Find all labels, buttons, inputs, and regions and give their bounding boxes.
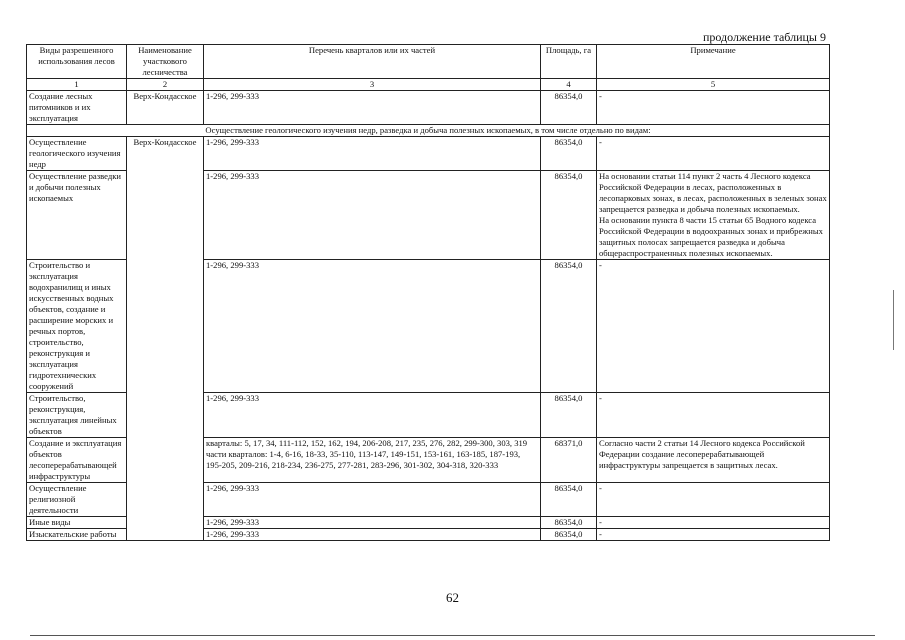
area-cell: 86354,0 bbox=[541, 517, 597, 529]
kind-cell: Осуществление разведки и добычи полезных ископаемых bbox=[27, 171, 127, 260]
quarters-cell: 1-296, 299-333 bbox=[204, 393, 541, 438]
note-cell: - bbox=[597, 260, 830, 393]
scan-edge-mark bbox=[893, 290, 894, 350]
column-number-row bbox=[27, 79, 830, 91]
note-cell: - bbox=[597, 483, 830, 517]
quarters-cell: 1-296, 299-333 bbox=[204, 137, 541, 171]
header-area: Площадь, га bbox=[541, 45, 597, 79]
quarters-line: кварталы: 5, 17, 34, 111-112, 152, 162, 194, 206-208, 217, 235, 276, 282, 299-300, 303, 319 bbox=[206, 438, 528, 448]
col-number-2: 2 bbox=[127, 79, 204, 91]
header-kind: Виды разрешенного использования лесов bbox=[27, 45, 127, 79]
quarters-cell: 1-296, 299-333 bbox=[204, 260, 541, 393]
kind-cell: Осуществление геологического изучения недр bbox=[27, 137, 127, 171]
kind-cell: Строительство и эксплуатация водохранилищ и иных искусственных водных объектов, создание и расширение морских и речных портов, строительство, реконструкция и эксплуатация гидротехнических сооружений bbox=[27, 260, 127, 393]
note-paragraph: На основании статьи 114 пункт 2 часть 4 Лесного кодекса Российской Федерации в лесах, расположенных в лесопарковых зонах, в лесах, расположенных в зеленых зонах запрещается разведка и добыча полезных ископаемых. bbox=[599, 171, 827, 214]
page-number: 62 bbox=[446, 590, 459, 605]
area-cell: 86354,0 bbox=[541, 529, 597, 541]
area-cell: 86354,0 bbox=[541, 91, 597, 125]
note-paragraph: На основании пункта 8 части 15 статьи 65 Водного кодекса Российской Федерации в водоохранных зонах и прибрежных защитных полосах запрещается разведка и добыча общераспространенных полезных ископаемых. bbox=[599, 215, 823, 258]
header-note: Примечание bbox=[597, 45, 830, 79]
quarters-cell: 1-296, 299-333 bbox=[204, 529, 541, 541]
note-cell: - bbox=[597, 91, 830, 125]
quarters-cell: 1-296, 299-333 bbox=[204, 171, 541, 260]
area-cell: 86354,0 bbox=[541, 171, 597, 260]
kind-cell: Иные виды bbox=[27, 517, 127, 529]
forestry-cell: Верх-Кондасское bbox=[127, 91, 204, 125]
table-caption: продолжение таблицы 9 bbox=[702, 30, 826, 44]
kind-cell: Создание лесных питомников и их эксплуатация bbox=[27, 91, 127, 125]
quarters-cell: 1-296, 299-333 bbox=[204, 517, 541, 529]
kind-cell: Изыскательские работы bbox=[27, 529, 127, 541]
note-cell: - bbox=[597, 529, 830, 541]
note-cell: - bbox=[597, 393, 830, 438]
area-cell: 86354,0 bbox=[541, 260, 597, 393]
kind-cell: Осуществление религиозной деятельности bbox=[27, 483, 127, 517]
forestry-cell: Верх-Кондасское bbox=[127, 137, 204, 541]
col-number-4: 4 bbox=[541, 79, 597, 91]
area-cell: 86354,0 bbox=[541, 137, 597, 171]
col-number-5: 5 bbox=[597, 79, 830, 91]
area-cell: 68371,0 bbox=[541, 438, 597, 483]
area-cell: 86354,0 bbox=[541, 483, 597, 517]
quarters-cell: 1-296, 299-333 bbox=[204, 483, 541, 517]
section-span-cell: Осуществление геологического изучения недр, разведка и добыча полезных ископаемых, в том числе отдельно по видам: bbox=[27, 125, 830, 137]
col-number-3: 3 bbox=[204, 79, 541, 91]
col-number-1: 1 bbox=[27, 79, 127, 91]
note-cell: Согласно части 2 статьи 14 Лесного кодекса Российской Федерации создание лесоперерабатывающей инфраструктуры запрещается в защитных лесах. bbox=[597, 438, 830, 483]
header-quarters: Перечень кварталов или их частей bbox=[204, 45, 541, 79]
note-cell: - bbox=[597, 517, 830, 529]
kind-cell: Строительство, реконструкция, эксплуатация линейных объектов bbox=[27, 393, 127, 438]
table-row bbox=[27, 137, 830, 171]
section-span-row bbox=[27, 125, 830, 137]
note-cell: - bbox=[597, 137, 830, 171]
quarters-line: части кварталов: 1-4, 6-16, 18-33, 35-110, 113-147, 149-151, 153-161, 163-185, 187-193, 195-205, 209-216, 218-234, 236-275, 277-281, 283-296, 301-302, 304-318, 320-333 bbox=[206, 449, 521, 470]
quarters-cell bbox=[204, 438, 541, 483]
scan-bottom-line bbox=[30, 635, 875, 636]
area-cell: 86354,0 bbox=[541, 393, 597, 438]
kind-cell: Создание и эксплуатация объектов лесоперерабатывающей инфраструктуры bbox=[27, 438, 127, 483]
header-forestry: Наименование участкового лесничества bbox=[127, 45, 204, 79]
forest-use-table bbox=[26, 44, 830, 541]
table-row bbox=[27, 91, 830, 125]
header-row bbox=[27, 45, 830, 79]
note-cell bbox=[597, 171, 830, 260]
quarters-cell: 1-296, 299-333 bbox=[204, 91, 541, 125]
